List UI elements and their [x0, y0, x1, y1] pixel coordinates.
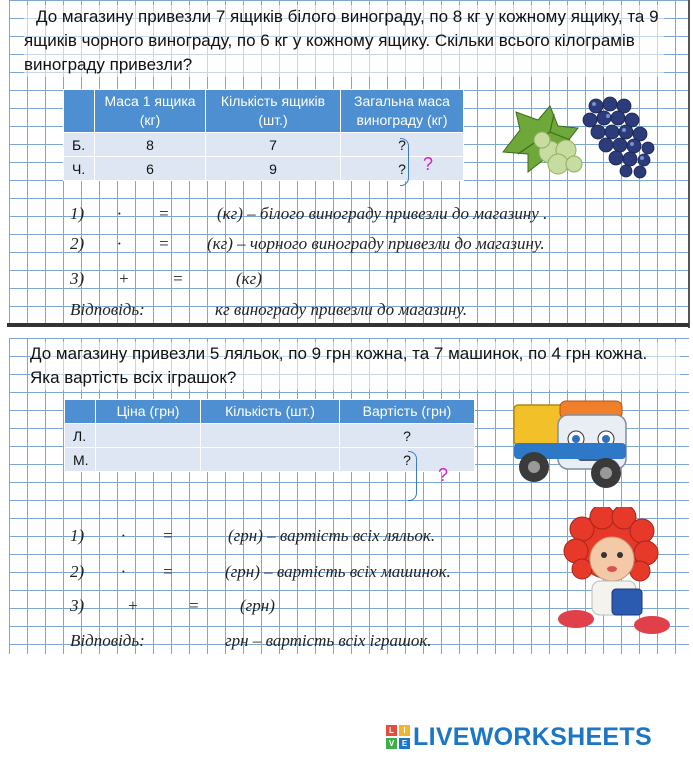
step-2: [70, 561, 530, 583]
liveworksheets-logo[interactable]: [386, 724, 652, 750]
step-operator: ·: [121, 562, 126, 581]
sum-question-mark: ?: [423, 154, 434, 174]
step-text: (кг) – чорного винограду привезли до магазину.: [207, 234, 545, 253]
step-operator: ·: [117, 204, 122, 223]
header-empty: [64, 90, 95, 133]
step-1: [70, 203, 670, 225]
header-total: Загальна маса винограду (кг): [341, 90, 464, 133]
step-operator: ·: [117, 234, 122, 253]
step-text: (кг): [236, 269, 262, 288]
step-equals: =: [162, 526, 174, 545]
step-1: [70, 525, 530, 547]
cell-cost[interactable]: ?: [340, 424, 475, 448]
row-label: Ч.: [64, 157, 95, 181]
curly-bracket: [408, 451, 417, 501]
cell-cost[interactable]: ?: [340, 448, 475, 472]
header-empty: [65, 400, 96, 424]
answer-text: кг винограду привезли до магазину.: [215, 300, 468, 319]
cell-price[interactable]: [96, 424, 201, 448]
cell-count[interactable]: [201, 424, 340, 448]
step-text: (грн) – вартість всіх машинок.: [225, 562, 451, 581]
header-mass: Маса 1 ящика (кг): [95, 90, 206, 133]
step-2: [70, 233, 670, 255]
step-number: 3): [70, 269, 85, 288]
book-icon: [612, 589, 642, 615]
table-row: [65, 424, 475, 448]
doll-illustration: [552, 507, 672, 642]
step-equals: =: [158, 204, 170, 223]
panel1-right-border: [688, 0, 690, 328]
toy-truck-illustration: [506, 397, 634, 492]
header-price: Ціна (грн): [96, 400, 201, 424]
problem2-text: До магазину привезли 5 ляльок, по 9 грн кожна, та 7 машинок, по 4 грн кожна. Яка вартість всіх іграшок?: [30, 342, 680, 390]
step-3: [70, 268, 670, 290]
answer-text: грн – вартість всіх іграшок.: [225, 631, 432, 650]
cell-price[interactable]: [96, 448, 201, 472]
step-equals: =: [162, 562, 174, 581]
cell-total[interactable]: ?: [341, 133, 464, 157]
problem1-text: До магазину привезли 7 ящиків білого винограду, по 8 кг у кожному ящику, та 9 ящиків чорного винограду, по 6 кг у кожному ящику. Скільки всього кілограмів винограду привезли?: [24, 5, 664, 77]
panel-divider: [7, 323, 689, 327]
step-number: 3): [70, 596, 85, 615]
header-count: Кількість ящиків (шт.): [206, 90, 341, 133]
step-number: 1): [70, 526, 85, 545]
step-operator: +: [127, 596, 139, 615]
step-text: (грн): [240, 596, 275, 615]
step-number: 1): [70, 204, 85, 223]
step-number: 2): [70, 562, 85, 581]
step-equals: =: [188, 596, 200, 615]
answer-line: [70, 630, 530, 652]
row-label: М.: [65, 448, 96, 472]
step-equals: =: [172, 269, 184, 288]
header-cost: Вартість (грн): [340, 400, 475, 424]
brand-name: LIVEWORKSHEETS: [413, 722, 652, 751]
cell-mass: 8: [95, 133, 206, 157]
row-label: Л.: [65, 424, 96, 448]
cell-count: 7: [206, 133, 341, 157]
cell-total[interactable]: ?: [341, 157, 464, 181]
cell-count[interactable]: [201, 448, 340, 472]
row-label: Б.: [64, 133, 95, 157]
cell-count: 9: [206, 157, 341, 181]
answer-label: Відповідь:: [70, 631, 145, 650]
answer-line: [70, 299, 670, 321]
step-3: [70, 595, 530, 617]
grapes-illustration: [498, 92, 668, 182]
step-operator: ·: [121, 526, 126, 545]
logo-squares-icon: L I V E: [386, 725, 410, 749]
curly-bracket: [400, 138, 409, 186]
doll-face-icon: [590, 537, 634, 581]
header-count: Кількість (шт.): [201, 400, 340, 424]
step-text: (грн) – вартість всіх ляльок.: [228, 526, 436, 545]
answer-label: Відповідь:: [70, 300, 145, 319]
cell-mass: 6: [95, 157, 206, 181]
step-equals: =: [158, 234, 170, 253]
black-grapes-icon: [583, 97, 654, 178]
sum-question-mark: ?: [438, 465, 449, 485]
step-number: 2): [70, 234, 85, 253]
step-operator: +: [118, 269, 130, 288]
step-text: (кг) – білого винограду привезли до магазину .: [217, 204, 548, 223]
